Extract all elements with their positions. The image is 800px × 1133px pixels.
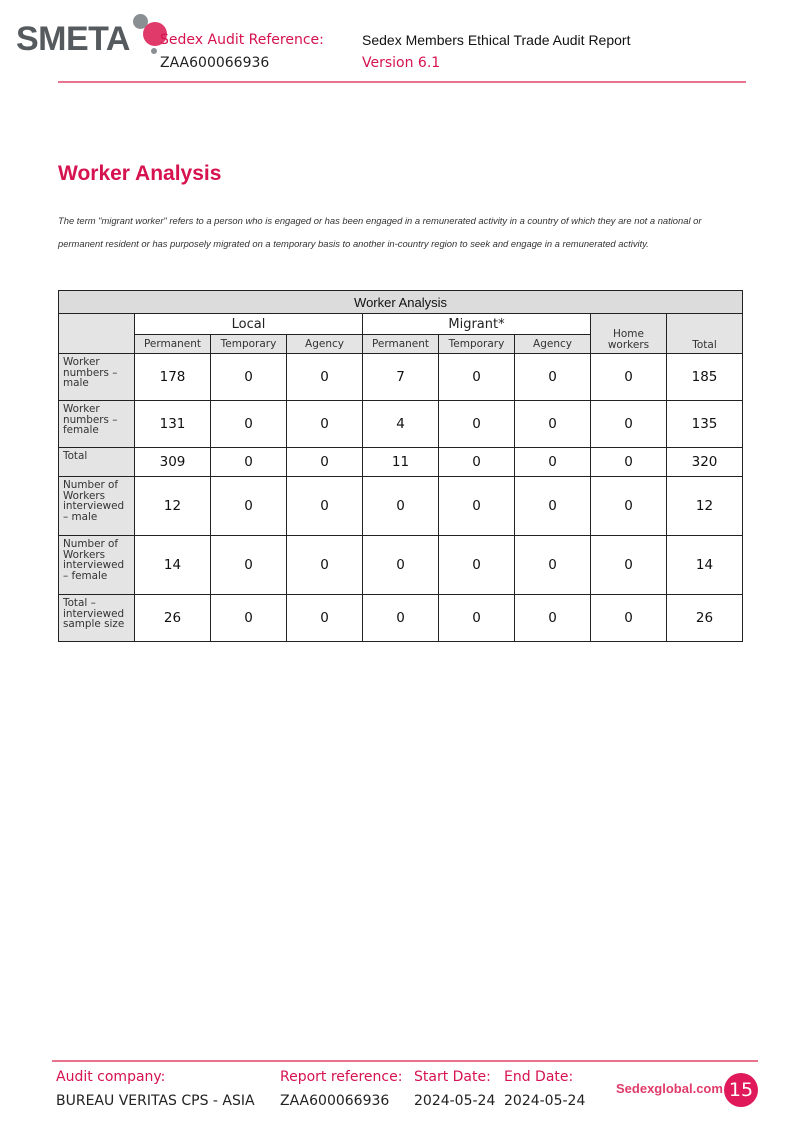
table-cell: 0 xyxy=(439,477,515,536)
table-cell: 14 xyxy=(135,536,211,595)
table-cell: 11 xyxy=(363,448,439,477)
worker-analysis-table xyxy=(58,290,743,642)
table-cell: 0 xyxy=(591,536,667,595)
table-cell: 14 xyxy=(667,536,743,595)
table-cell: 26 xyxy=(135,595,211,642)
table-cell: 0 xyxy=(287,354,363,401)
table-row xyxy=(59,536,743,595)
table-cell: 0 xyxy=(211,448,287,477)
table-cell: 0 xyxy=(363,595,439,642)
table-row xyxy=(59,401,743,448)
row-label: Total – interviewed sample size xyxy=(59,595,135,642)
sub-header-local-agency: Agency xyxy=(287,335,363,354)
table-cell: 0 xyxy=(439,354,515,401)
section-title: Worker Analysis xyxy=(58,162,222,185)
table-cell: 0 xyxy=(515,477,591,536)
table-cell: 0 xyxy=(591,354,667,401)
audit-company-value: BUREAU VERITAS CPS - ASIA xyxy=(56,1093,255,1109)
row-label: Worker numbers – female xyxy=(59,401,135,448)
table-cell: 0 xyxy=(439,536,515,595)
table-cell: 0 xyxy=(515,401,591,448)
table-cell: 0 xyxy=(211,354,287,401)
table-cell: 0 xyxy=(287,401,363,448)
start-date-value: 2024-05-24 xyxy=(414,1093,496,1109)
report-version: Version 6.1 xyxy=(362,55,441,71)
table-cell: 0 xyxy=(211,401,287,448)
table-cell: 0 xyxy=(439,448,515,477)
sub-header-local-temporary: Temporary xyxy=(211,335,287,354)
table-cell: 309 xyxy=(135,448,211,477)
page-number-badge: 15 xyxy=(724,1073,758,1107)
row-label: Number of Workers interviewed – male xyxy=(59,477,135,536)
table-cell: 0 xyxy=(287,536,363,595)
group-header-local: Local xyxy=(135,314,363,335)
sedexglobal-link[interactable]: Sedexglobal.com xyxy=(616,1081,723,1096)
end-date-label: End Date: xyxy=(504,1069,574,1085)
group-header-migrant: Migrant* xyxy=(363,314,591,335)
table-cell: 0 xyxy=(439,595,515,642)
table-cell: 0 xyxy=(591,595,667,642)
table-cell: 4 xyxy=(363,401,439,448)
table-cell: 0 xyxy=(287,448,363,477)
header-home-workers: Home workers xyxy=(591,314,667,354)
table-cell: 7 xyxy=(363,354,439,401)
migrant-worker-definition: The term "migrant worker" refers to a person who is engaged or has been engaged in a remunerated activity in a country of which they are not a national or permanent resident or has purposely migrated on a temporary basis to another in-country region to seek and engage in a remunerated activity. xyxy=(58,215,702,249)
table-caption: Worker Analysis xyxy=(59,291,743,314)
sub-header-local-permanent: Permanent xyxy=(135,335,211,354)
end-date-value: 2024-05-24 xyxy=(504,1093,586,1109)
table-row xyxy=(59,477,743,536)
row-label: Total xyxy=(59,448,135,477)
sub-header-migrant-permanent: Permanent xyxy=(363,335,439,354)
header-divider xyxy=(58,81,746,83)
table-row xyxy=(59,354,743,401)
table-row xyxy=(59,448,743,477)
table-cell: 0 xyxy=(439,401,515,448)
table-cell: 0 xyxy=(287,477,363,536)
table-cell: 135 xyxy=(667,401,743,448)
report-reference-label: Report reference: xyxy=(280,1069,403,1085)
table-cell: 0 xyxy=(211,536,287,595)
report-reference-value: ZAA600066936 xyxy=(280,1093,390,1109)
table-cell: 0 xyxy=(515,448,591,477)
table-cell: 0 xyxy=(211,595,287,642)
table-row xyxy=(59,595,743,642)
table-cell: 0 xyxy=(515,354,591,401)
table-cell: 0 xyxy=(591,448,667,477)
table-cell: 0 xyxy=(287,595,363,642)
start-date-label: Start Date: xyxy=(414,1069,491,1085)
audit-company-label: Audit company: xyxy=(56,1069,166,1085)
table-cell: 0 xyxy=(211,477,287,536)
sub-header-migrant-temporary: Temporary xyxy=(439,335,515,354)
table-corner-cell xyxy=(59,314,135,354)
table-body xyxy=(59,354,743,642)
table-cell: 185 xyxy=(667,354,743,401)
table-cell: 0 xyxy=(515,536,591,595)
smeta-logo xyxy=(16,10,156,56)
table-cell: 0 xyxy=(591,401,667,448)
report-title: Sedex Members Ethical Trade Audit Report xyxy=(362,32,631,48)
audit-reference-label: Sedex Audit Reference: xyxy=(160,32,324,48)
table-cell: 0 xyxy=(363,477,439,536)
table-cell: 0 xyxy=(591,477,667,536)
audit-reference-value: ZAA600066936 xyxy=(160,55,270,71)
row-label: Number of Workers interviewed – female xyxy=(59,536,135,595)
sub-header-migrant-agency: Agency xyxy=(515,335,591,354)
footer-divider xyxy=(52,1060,758,1062)
header-total: Total xyxy=(667,314,743,354)
table-cell: 131 xyxy=(135,401,211,448)
table-cell: 0 xyxy=(363,536,439,595)
table-cell: 320 xyxy=(667,448,743,477)
logo-dot-small xyxy=(151,48,157,54)
logo-text: SMETA xyxy=(16,20,130,58)
table-cell: 178 xyxy=(135,354,211,401)
table-cell: 12 xyxy=(667,477,743,536)
row-label: Worker numbers – male xyxy=(59,354,135,401)
table-cell: 12 xyxy=(135,477,211,536)
table-cell: 0 xyxy=(515,595,591,642)
table-cell: 26 xyxy=(667,595,743,642)
